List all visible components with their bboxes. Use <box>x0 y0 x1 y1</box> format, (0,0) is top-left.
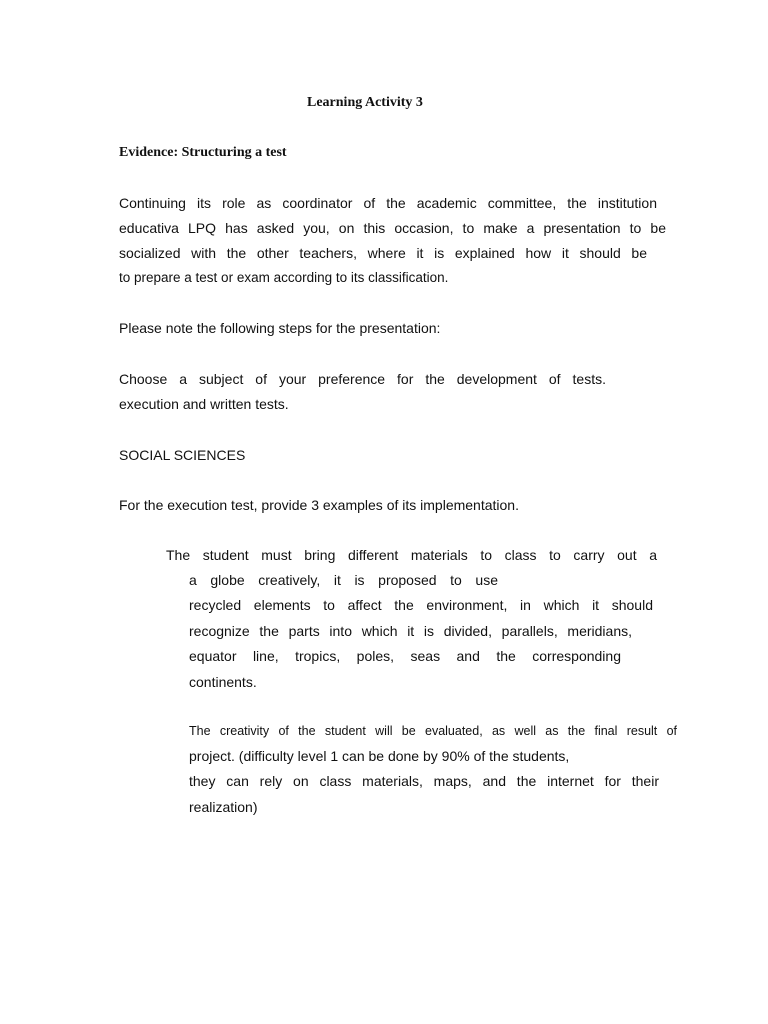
example-line: continents. <box>189 674 257 690</box>
subject-heading: SOCIAL SCIENCES <box>119 447 246 463</box>
evidence-heading: Evidence: Structuring a test <box>119 145 287 160</box>
choose-line: execution and written tests. <box>119 396 289 412</box>
steps-note: Please note the following steps for the presentation: <box>119 320 441 336</box>
example-line: recycled elements to affect the environment, in which it should <box>189 597 653 613</box>
intro-line: socialized with the other teachers, where it is explained how it should be <box>119 245 647 261</box>
choose-line: Choose a subject of your preference for the development of tests. <box>119 371 606 387</box>
evaluation-line: they can rely on class materials, maps, and the internet for their <box>189 773 659 789</box>
evaluation-line: realization) <box>189 799 258 815</box>
evaluation-line: project. (difficulty level 1 can be done by 90% of the students, <box>189 748 570 764</box>
intro-line: educativa LPQ has asked you, on this occasion, to make a presentation to be <box>119 220 666 236</box>
intro-line: Continuing its role as coordinator of the academic committee, the institution <box>119 195 657 211</box>
example-line: recognize the parts into which it is divided, parallels, meridians, <box>189 623 632 639</box>
example-line: equator line, tropics, poles, seas and the corresponding <box>189 648 621 664</box>
page-title: Learning Activity 3 <box>307 95 423 110</box>
example-line: a globe creatively, it is proposed to use <box>189 572 498 588</box>
evaluation-line: The creativity of the student will be evaluated, as well as the final result of <box>189 724 677 738</box>
execution-test-intro: For the execution test, provide 3 examples of its implementation. <box>119 497 519 513</box>
intro-line: to prepare a test or exam according to its classification. <box>119 270 449 285</box>
example-line: The student must bring different materials to class to carry out a <box>166 547 657 563</box>
